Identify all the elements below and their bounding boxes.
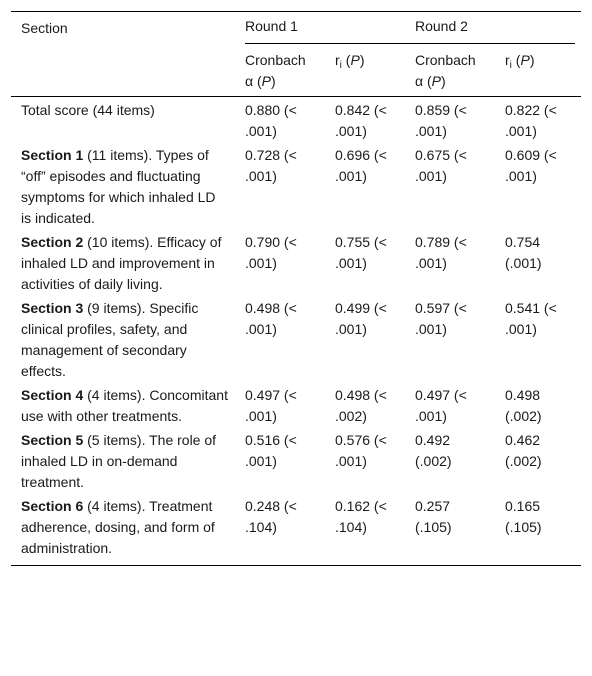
section-name: Section 6	[21, 498, 84, 514]
value-cell: 0.755 (< .001)	[335, 234, 387, 271]
round2-ri-header	[496, 44, 581, 97]
section-name: Section 5	[21, 432, 84, 448]
round2-cronbach-header	[406, 44, 496, 97]
value-cell: 0.248 (< .104)	[245, 498, 297, 535]
ri-close-label: )	[529, 52, 535, 68]
value-cell: 0.597 (< .001)	[415, 300, 467, 337]
value-cell: 0.789 (< .001)	[415, 234, 467, 271]
section-label: (9 items). Specific clinical profiles, safety, and management of secondary effects.	[21, 300, 199, 379]
value-cell: 0.754 (.001)	[505, 234, 542, 271]
section-label: Total score (44 items)	[21, 102, 155, 118]
section-name: Section 4	[21, 387, 84, 403]
section-label: (10 items). Efficacy of inhaled LD and improvement in activities of daily living.	[21, 234, 222, 292]
section-cell	[11, 427, 236, 493]
table-row	[11, 295, 581, 382]
value-cell: 0.728 (< .001)	[245, 147, 297, 184]
table-row	[11, 493, 581, 566]
paren-label: )	[441, 73, 446, 89]
round1-ri-header	[326, 44, 406, 97]
value-cell: 0.541 (< .001)	[505, 300, 557, 337]
value-cell: 0.576 (< .001)	[335, 432, 387, 469]
section-name: Section 1	[21, 147, 84, 163]
paren-label: )	[271, 73, 276, 89]
value-cell: 0.516 (< .001)	[245, 432, 297, 469]
section-cell	[11, 229, 236, 295]
table-row	[11, 382, 581, 427]
value-cell: 0.859 (< .001)	[415, 102, 467, 139]
ri-r-label: r	[505, 52, 510, 68]
value-cell: 0.499 (< .001)	[335, 300, 387, 337]
round2-label: Round 2	[406, 12, 575, 44]
round2-header	[406, 12, 581, 45]
value-cell: 0.498 (.002)	[505, 387, 542, 424]
value-cell: 0.790 (< .001)	[245, 234, 297, 271]
value-cell: 0.822 (< .001)	[505, 102, 557, 139]
reliability-table	[11, 11, 581, 566]
value-cell: 0.257 (.105)	[415, 498, 452, 535]
table-row	[11, 97, 581, 143]
value-cell: 0.498 (< .001)	[245, 300, 297, 337]
ri-open-label: (	[341, 52, 351, 68]
p-label: P	[431, 73, 441, 89]
value-cell: 0.497 (< .001)	[415, 387, 467, 424]
value-cell: 0.492 (.002)	[415, 432, 452, 469]
ri-r-label: r	[335, 52, 340, 68]
table-row	[11, 229, 581, 295]
ri-open-label: (	[511, 52, 521, 68]
section-header: Section	[21, 20, 68, 36]
value-cell: 0.696 (< .001)	[335, 147, 387, 184]
section-cell	[11, 493, 236, 566]
value-cell: 0.497 (< .001)	[245, 387, 297, 424]
section-label: (4 items). Treatment adherence, dosing, and form of administration.	[21, 498, 215, 556]
section-label: (4 items). Concomitant use with other treatments.	[21, 387, 228, 424]
section-cell	[11, 382, 236, 427]
value-cell: 0.842 (< .001)	[335, 102, 387, 139]
value-cell: 0.498 (< .002)	[335, 387, 387, 424]
ri-p-label: P	[350, 52, 360, 68]
section-cell	[11, 97, 236, 143]
ri-sub-label: i	[509, 60, 512, 71]
round1-cronbach-header	[236, 44, 326, 97]
ri-close-label: )	[359, 52, 365, 68]
value-cell: 0.609 (< .001)	[505, 147, 557, 184]
value-cell: 0.675 (< .001)	[415, 147, 467, 184]
section-cell	[11, 142, 236, 229]
p-label: P	[261, 73, 271, 89]
value-cell: 0.462 (.002)	[505, 432, 542, 469]
section-name: Section 3	[21, 300, 84, 316]
section-cell	[11, 295, 236, 382]
ri-sub-label: i	[339, 60, 342, 71]
value-cell: 0.165 (.105)	[505, 498, 542, 535]
alpha-label: α (	[415, 73, 432, 89]
section-name: Section 2	[21, 234, 84, 250]
value-cell: 0.880 (< .001)	[245, 102, 297, 139]
section-label: (11 items). Types of “off” episodes and fluctuating symptoms for which inhaled LD is indicated.	[21, 147, 216, 226]
round1-header	[236, 12, 406, 45]
cronbach-label: Cronbach	[245, 52, 306, 68]
cronbach-label: Cronbach	[415, 52, 476, 68]
round1-label: Round 1	[245, 12, 406, 44]
table-row	[11, 427, 581, 493]
section-label: (5 items). The role of inhaled LD in on-demand treatment.	[21, 432, 217, 490]
table-row	[11, 142, 581, 229]
value-cell: 0.162 (< .104)	[335, 498, 387, 535]
alpha-label: α (	[245, 73, 262, 89]
ri-p-label: P	[520, 52, 530, 68]
